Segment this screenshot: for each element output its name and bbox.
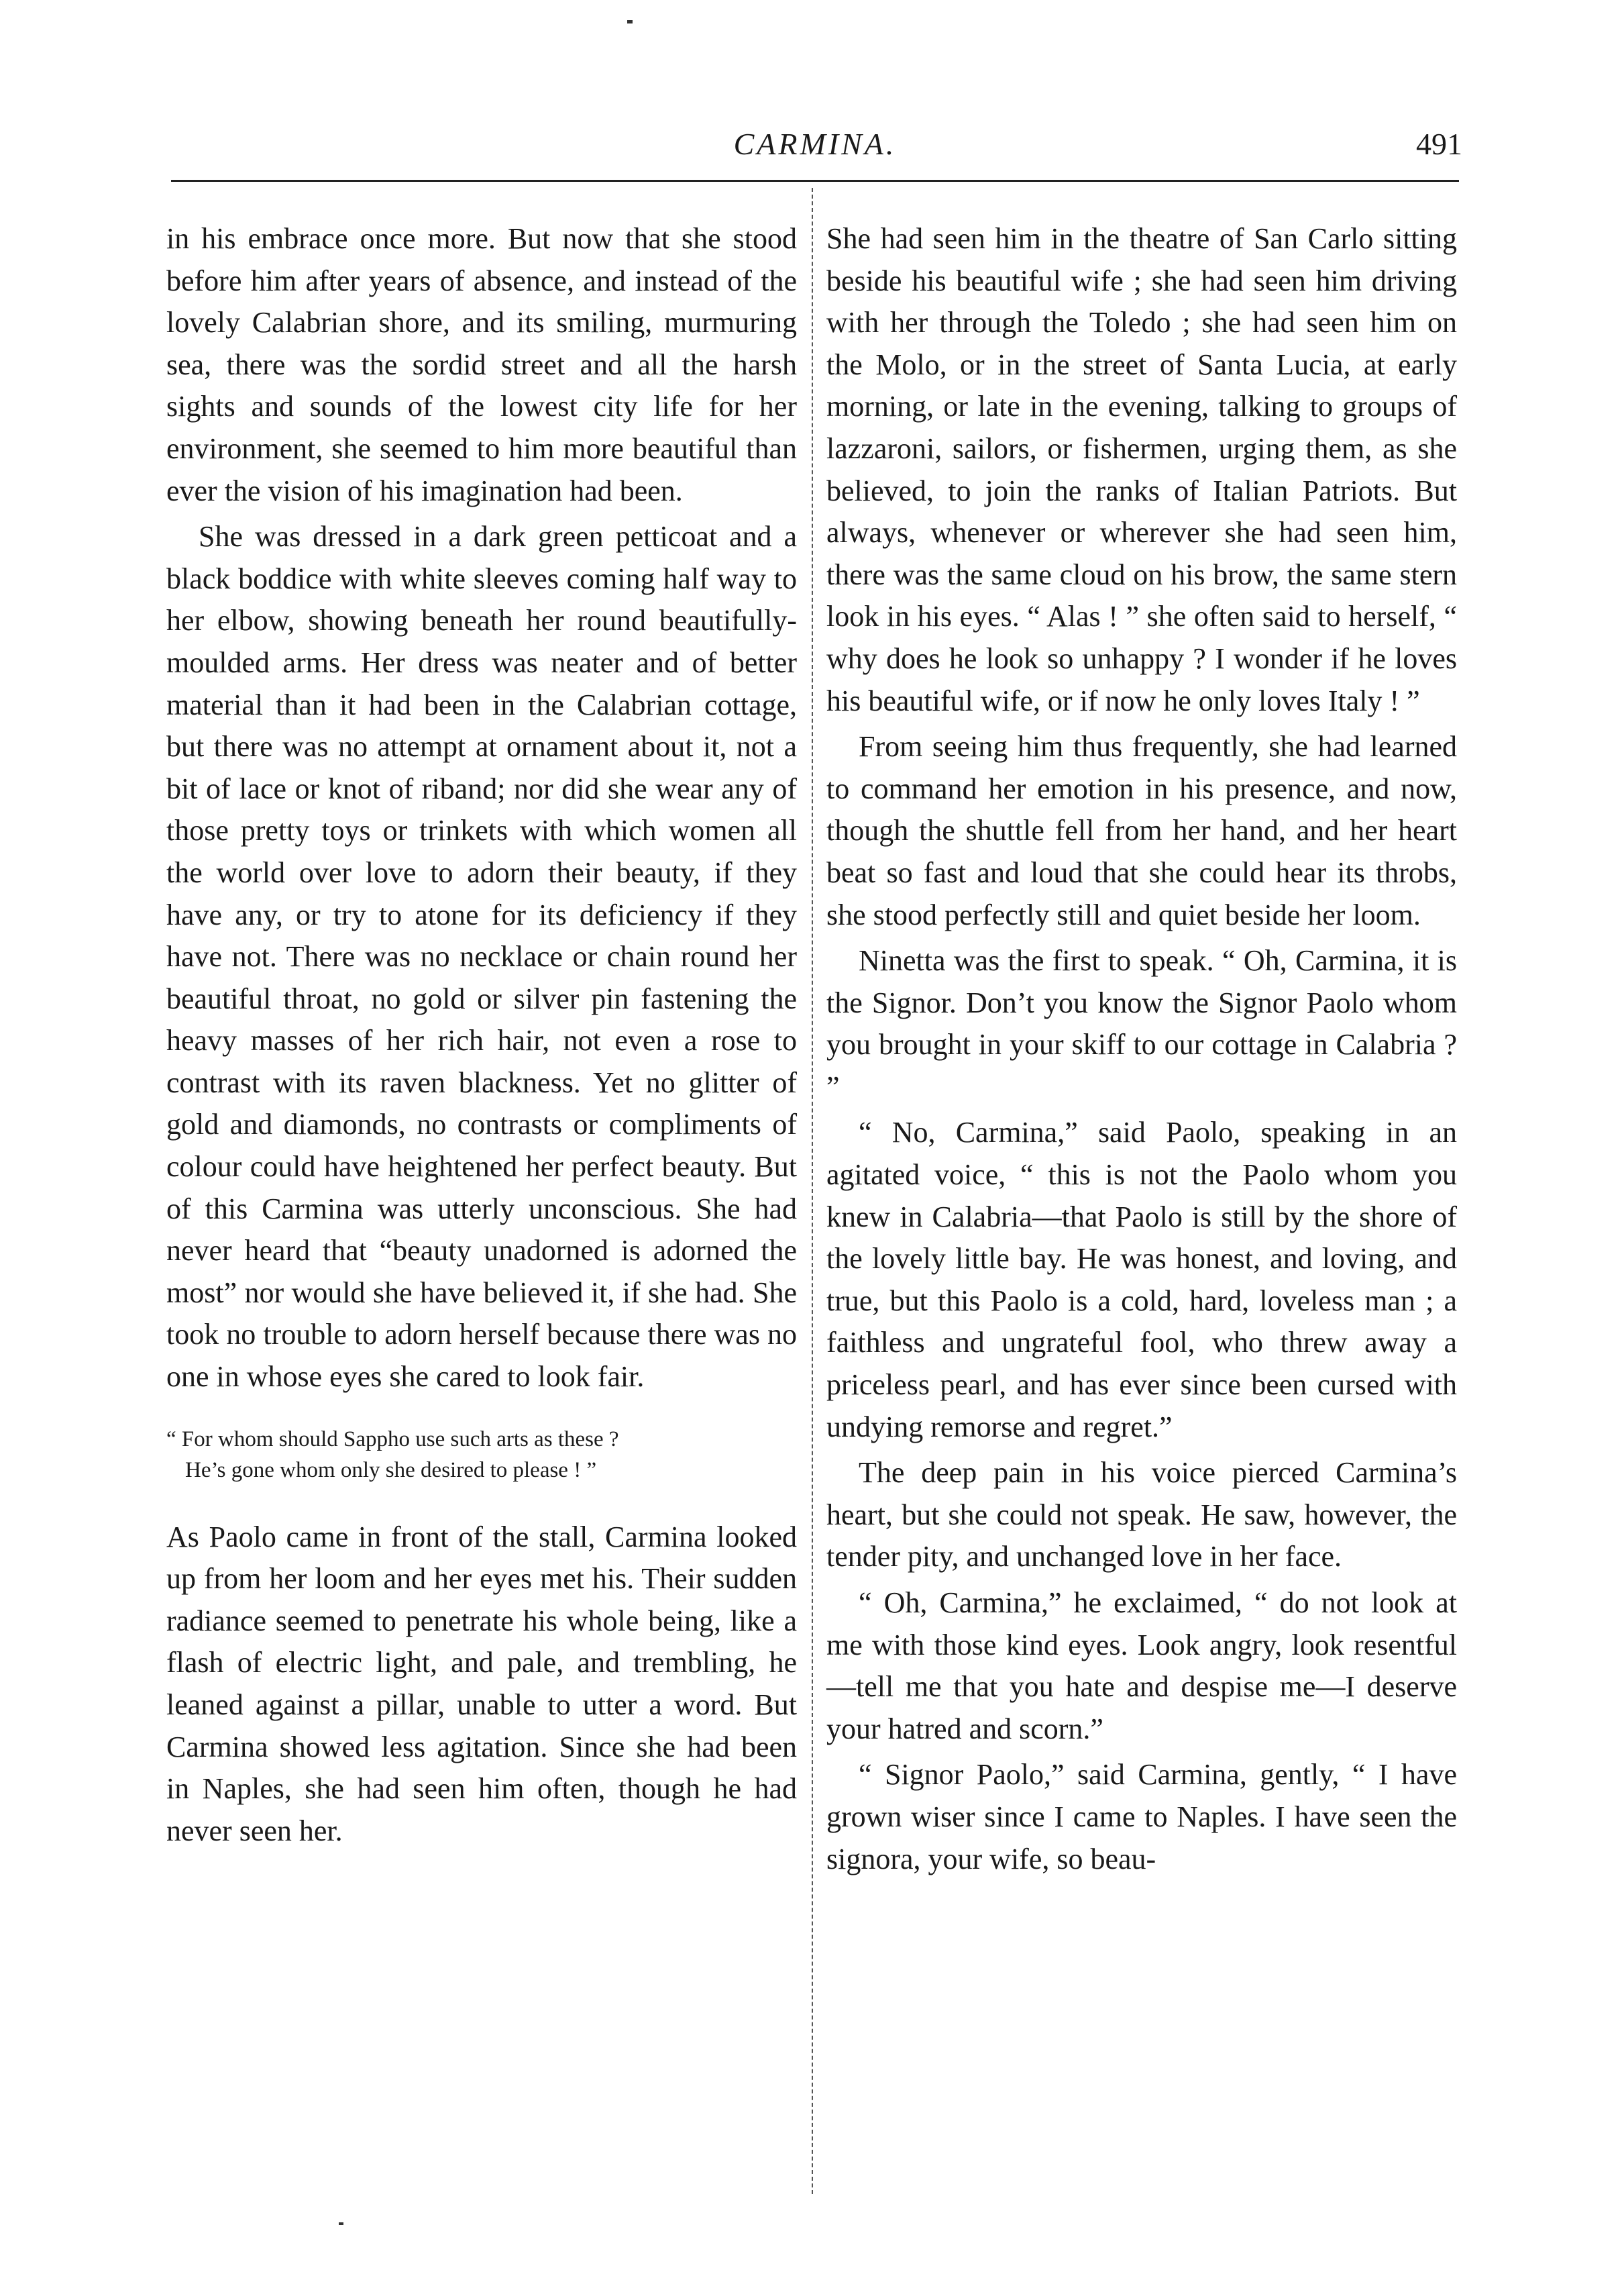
paragraph: The deep pain in his voice pierced Carmina’s heart, but she could not speak. He saw, however, the tender pity, and unchanged love in her face.: [826, 1456, 1457, 1573]
right-column: [826, 218, 1457, 1880]
paragraph: in his embrace once more. But now that she stood before him after years of absence, and instead of the lovely Calabrian shore, and its smiling, murmuring sea, there was the sordid street and all the harsh sights and sounds of the lowest city life for her environment, she seemed to him more beautiful than ever the vision of his imagination had been.: [166, 222, 797, 507]
left-column: [166, 218, 797, 1852]
paragraph: She was dressed in a dark green petticoat and a black boddice with white sleeves coming half way to her elbow, showing beneath her round beautifully-moulded arms. Her dress was neater and of better material than it had been in the Calabrian cottage, but there was no attempt at ornament about it, not a bit of lace or knot of riband; nor did she wear any of those pretty toys or trinkets with which women all the world over love to adorn their beauty, if they have any, or try to atone for its deficiency if they have not. There was no necklace or chain round her beautiful throat, no gold or silver pin fastening the heavy masses of her rich hair, not even a rose to contrast with its raven blackness. Yet no glitter of gold and diamonds, no contrasts or compliments of colour could have heightened her perfect beauty. But of this Carmina was utterly unconscious. She had never heard that “beauty unadorned is adorned the most” nor would she have believed it, if she had. She took no trouble to adorn herself because there was no one in whose eyes she cared to look fair.: [166, 520, 797, 1394]
paragraph: As Paolo came in front of the stall, Carmina looked up from her loom and her eyes met his. Their sudden radiance seemed to penetrate his whole being, like a flash of electric light, and pale, and trembling, he leaned against a pillar, unable to utter a word. But Carmina showed less agitation. Since she had been in Naples, she had seen him often, though he had never seen her.: [166, 1520, 797, 1847]
page-number: 491: [1416, 127, 1462, 161]
paragraph: Ninetta was the first to speak. “ Oh, Carmina, it is the Signor. Don’t you know the Signor Paolo whom you brought in your skiff to our cottage in Calabria ? ”: [826, 944, 1457, 1103]
ink-speck: [627, 20, 633, 23]
paragraph: From seeing him thus frequently, she had learned to command her emotion in his presence, and now, though the shuttle fell from her hand, and her heart beat so fast and loud that she could hear its throbs, she stood perfectly still and quiet beside her loom.: [826, 730, 1457, 931]
ink-speck: [339, 2222, 343, 2225]
paragraph: “ Oh, Carmina,” he exclaimed, “ do not look at me with those kind eyes. Look angry, look resentful—tell me that you hate and despise me—I deserve your hatred and scorn.”: [826, 1586, 1457, 1745]
header-rule: [171, 180, 1459, 182]
verse-line: “ For whom should Sappho use such arts as these ?: [166, 1427, 619, 1451]
running-title: CARMINA.: [733, 127, 897, 161]
paragraph: She had seen him in the theatre of San Carlo sitting beside his beautiful wife ; she had seen him driving with her through the Toledo ; she had seen him on the Molo, or in the street of Santa Lucia, at early morning, or late in the evening, talking to groups of lazzaroni, sailors, or fishermen, urging them, as she believed, to join the ranks of Italian Patriots. But always, whenever or wherever she had seen him, there was the same cloud on his brow, the same stern look in his eyes. “ Alas ! ” she often said to herself, “ why does he look so unhappy ? I wonder if he loves his beautiful wife, or if now he only loves Italy ! ”: [826, 222, 1457, 717]
page-header: [168, 124, 1462, 171]
verse-line: He’s gone whom only she desired to please ! ”: [185, 1457, 597, 1482]
verse-quote: [166, 1424, 797, 1486]
column-divider: [812, 188, 813, 2194]
paragraph: “ Signor Paolo,” said Carmina, gently, “ I have grown wiser since I came to Naples. I have seen the signora, your wife, so beau-: [826, 1758, 1457, 1875]
paragraph: “ No, Carmina,” said Paolo, speaking in an agitated voice, “ this is not the Paolo whom you knew in Calabria—that Paolo is still by the shore of the lovely little bay. He was honest, and loving, and true, but this Paolo is a cold, hard, loveless man ; a faithless and ungrateful fool, who threw away a priceless pearl, and has ever since been cursed with undying remorse and regret.”: [826, 1116, 1457, 1443]
